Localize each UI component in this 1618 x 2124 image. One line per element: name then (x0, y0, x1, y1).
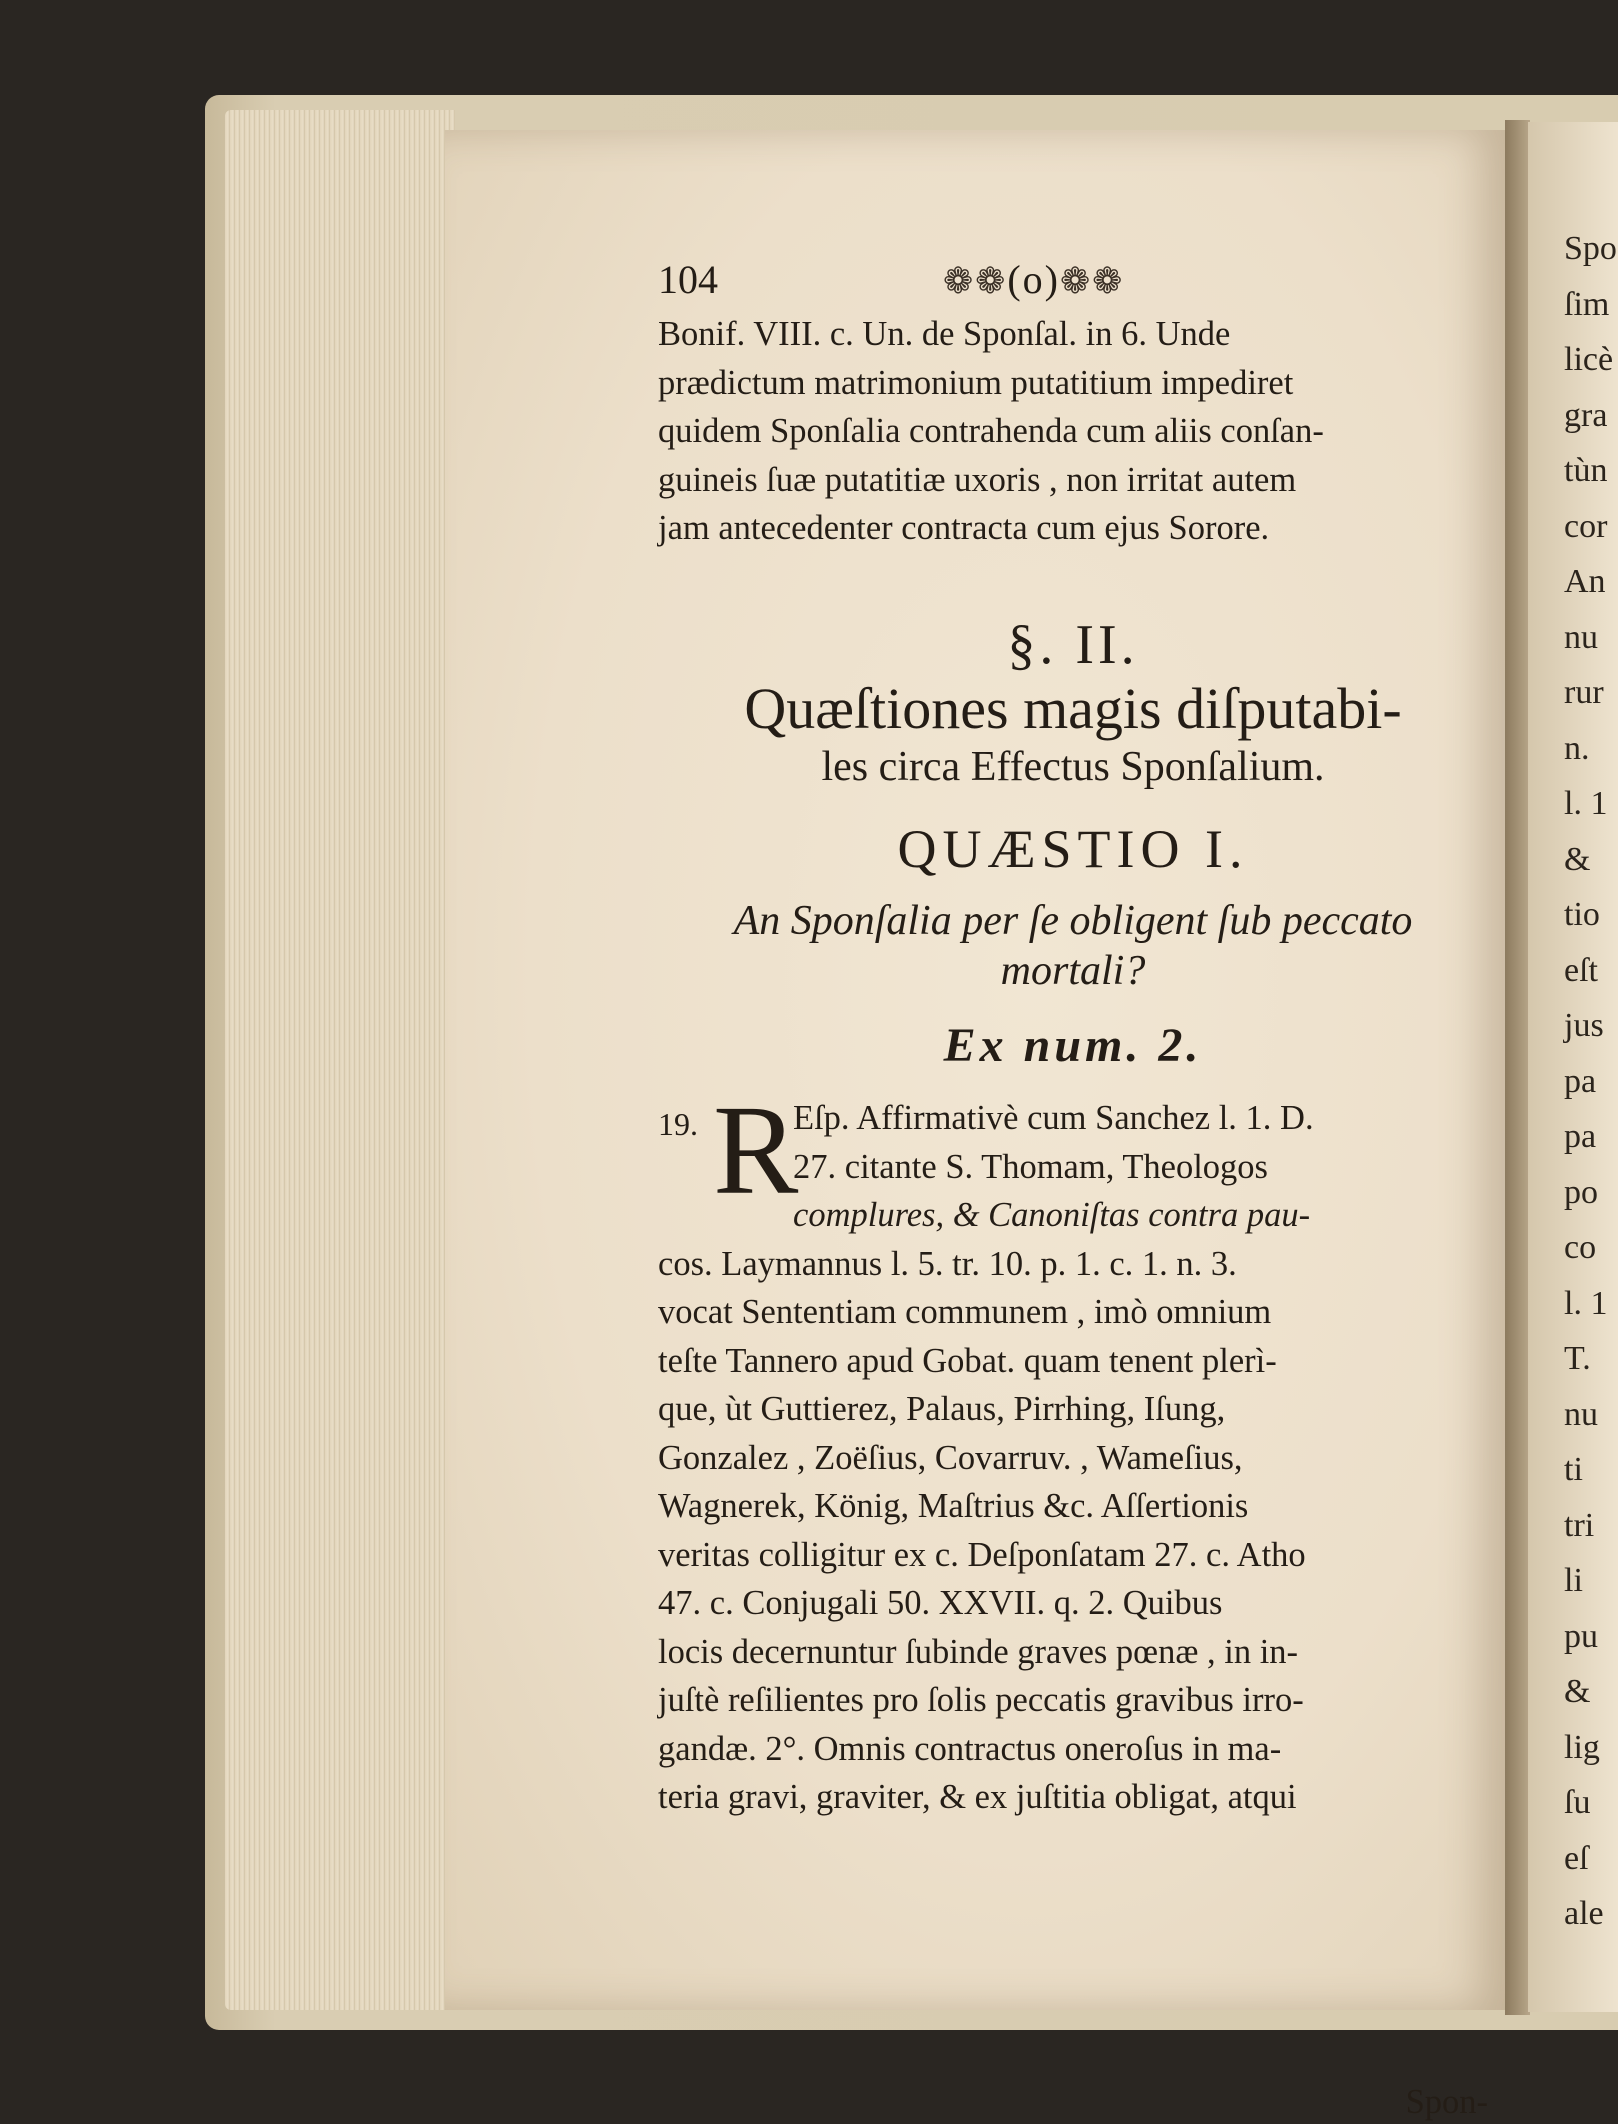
running-head (658, 248, 1488, 308)
section-subheading: les circa Effectus Sponſalium. (821, 744, 1325, 790)
facing-page-fragment: eſt (1564, 951, 1598, 989)
main-line: gandæ. 2°. Omnis contractus oneroſus in ma- (658, 1729, 1282, 1768)
main-line: Gonzalez , Zoëſius, Covarruv. , Wameſius, (658, 1438, 1243, 1477)
facing-page-fragment: pu (1564, 1617, 1598, 1655)
facing-page-fragment: ti (1564, 1451, 1583, 1488)
facing-page-fragment: tio (1564, 896, 1600, 933)
facing-page-fragment: nu (1564, 1395, 1598, 1433)
facing-page-fragment: l. 1 (1564, 1284, 1608, 1322)
facing-page-fragment: & (1564, 840, 1591, 878)
rosette-left-icon: ❁❁ (943, 261, 1008, 301)
main-line: veritas colligitur ex c. Deſponſatam 27. c. Atho (658, 1535, 1306, 1574)
main-line: 27. citante S. Thomam, Theologos (793, 1147, 1268, 1186)
intro-line: jam antecedenter contracta cum ejus Sorore. (658, 509, 1270, 547)
facing-page (1528, 122, 1618, 2012)
facing-page-fragment: rur (1564, 674, 1604, 711)
question-label: QUÆSTIO I. (897, 819, 1249, 879)
facing-page-fragment: ſim (1564, 285, 1610, 323)
main-line: vocat Sententiam communem , imò omnium (658, 1293, 1272, 1331)
facing-page-fragment: T. (1564, 1340, 1591, 1377)
main-line: 47. c. Conjugali 50. XXVII. q. 2. Quibus (658, 1584, 1223, 1622)
facing-page-fragment: tri (1564, 1506, 1595, 1544)
main-line: que, ùt Guttierez, Palaus, Pirrhing, Iſung, (658, 1390, 1226, 1428)
facing-page-fragment: ſu (1564, 1784, 1591, 1821)
paragraph-number: 19. (658, 1106, 698, 1142)
main-line: teria gravi, graviter, & ex juſtitia obligat, atqui (658, 1778, 1297, 1816)
intro-line: Bonif. VIII. c. Un. de Sponſal. in 6. Unde (658, 315, 1231, 353)
ornament-center: (o) (1007, 257, 1060, 302)
facing-page-fragment: gra (1564, 396, 1608, 434)
header-ornament (943, 256, 1124, 303)
main-paragraph (658, 1094, 1488, 1822)
main-line: locis decernuntur ſubinde graves pœnæ , in in- (658, 1632, 1299, 1671)
facing-page-fragment: eſ (1564, 1839, 1589, 1877)
facing-page-fragment: licè (1564, 341, 1614, 378)
facing-page-fragment: lig (1564, 1728, 1600, 1766)
question-title (658, 896, 1488, 996)
facing-page-fragment: li (1564, 1562, 1583, 1599)
main-line: Wagnerek, König, Maſtrius &c. Aſſertionis (658, 1487, 1249, 1525)
intro-line: guineis ſuæ putatitiæ uxoris , non irritat autem (658, 460, 1297, 499)
book-gutter (1505, 120, 1530, 2015)
rosette-right-icon: ❁❁ (1059, 261, 1125, 301)
drop-cap: R (713, 1079, 799, 1221)
facing-page-fragment: cor (1564, 507, 1608, 545)
facing-page-fragment: ale (1564, 1895, 1604, 1932)
section-mark: §. II. (1007, 614, 1139, 676)
facing-page-fragment: l. 1 (1564, 785, 1608, 822)
facing-page-fragment: co (1564, 1229, 1597, 1266)
question-title-line: An Sponſalia per ſe obligent ſub peccato (733, 898, 1413, 944)
catchword: Spon- (1405, 2083, 1488, 2121)
section-heading: Quæſtiones magis diſputabi- (744, 676, 1402, 741)
facing-page-fragment: nu (1564, 618, 1598, 656)
facing-page-fragment: An (1564, 563, 1606, 600)
facing-page-fragment: jus (1564, 1007, 1604, 1044)
main-line: teſte Tannero apud Gobat. quam tenent plerì- (658, 1341, 1277, 1380)
intro-line: quidem Sponſalia contrahenda cum aliis conſan- (658, 412, 1324, 450)
facing-page-fragment: tùn (1564, 452, 1608, 489)
facing-page-fragment: pa (1564, 1118, 1597, 1155)
main-line: cos. Laymannus l. 5. tr. 10. p. 1. c. 1. n. 3. (658, 1244, 1237, 1283)
main-line: Eſp. Affirmativè cum Sanchez l. 1. D. (793, 1099, 1314, 1137)
main-line: juſtè reſilientes pro ſolis peccatis gravibus irro- (658, 1681, 1304, 1719)
question-title-line: mortali? (1000, 948, 1146, 994)
facing-page-fragment: n. (1564, 729, 1590, 767)
facing-page-fragment: po (1564, 1173, 1598, 1211)
page-number: 104 (658, 257, 718, 302)
facing-page-fragment: Spo (1564, 230, 1617, 267)
question-reference: Ex num. 2. (943, 1019, 1203, 1072)
page-edges (225, 110, 455, 2010)
main-line: complures, & Canoniſtas contra pau- (793, 1196, 1311, 1234)
intro-line: prædictum matrimonium putatitium impediret (658, 363, 1294, 402)
facing-page-fragment: & (1564, 1673, 1591, 1710)
intro-paragraph (658, 310, 1488, 553)
facing-page-fragment: pa (1564, 1062, 1597, 1100)
